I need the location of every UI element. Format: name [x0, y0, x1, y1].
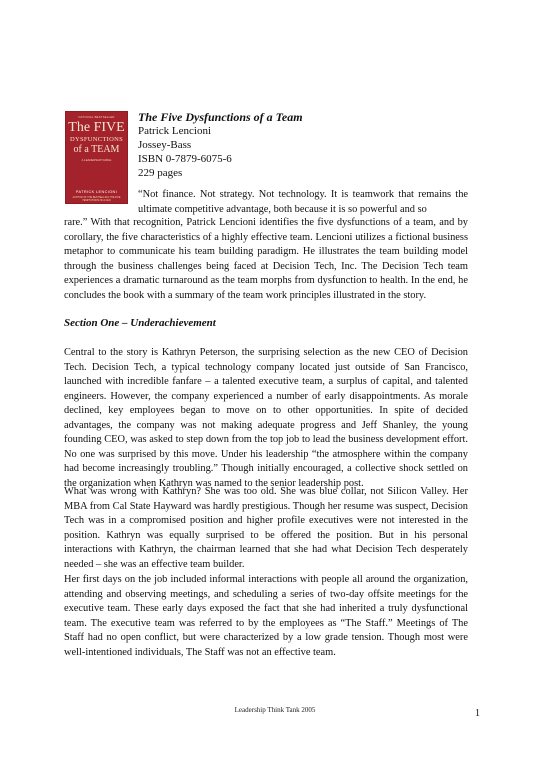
intro-text-part1: “Not finance. Not strategy. Not technology. It is teamwork that remains the ultimate competitive advantage, both because it is so powerful and so	[138, 189, 468, 215]
section-heading: Section One – Underachievement	[64, 317, 216, 329]
body-paragraph: What was wrong with Kathryn? She was too old. She was blue collar, not Silicon Valley. Her MBA from Cal State Hayward was hardly prestigious. Though her resume was suspect, Decision Tech was in a compromised position and higher profile executives were not interested in the position. Kathryn was equally surprised to be offered the position. But in his personal interactions with Kathryn, the chairman learned that she had what Decision Tech desperately needed – she was an effective team builder.	[64, 486, 468, 570]
book-author: Patrick Lencioni	[138, 125, 212, 137]
cover-author: PATRICK LENCIONI	[75, 190, 118, 194]
book-info	[138, 110, 303, 180]
cover-title-line1: The FIVE	[68, 120, 125, 135]
book-publisher: Jossey-Bass	[138, 139, 192, 151]
intro-text-part2: rare.” With that recognition, Patrick Lencioni identifies the five dysfunctions of a team, and by corollary, the five characteristics of a highly effective team. Lencioni utilizes a fictional business metaphor to communicate his team building paradigm. He illustrates the team building model through the business challenges being faced at Decision Tech, Inc. The Decision Tech team experiences a dramatic turnaround as the team morphs from dysfunction to health. In the end, he concludes the book with a summary of the team work principles illustrated in the story.	[64, 217, 468, 301]
book-pages: 229 pages	[138, 167, 183, 179]
cover-top-tag: NATIONAL BESTSELLER	[78, 115, 115, 119]
body-paragraph: Central to the story is Kathryn Peterson, the surprising selection as the new CEO of Decision Tech. Decision Tech, a typical technology company located just outside of San Francisco, launched with incredible fanfare – a talented executive team, a surplus of capital, and talented engineers. However, the company experienced a number of early disappointments. As morale declined, key employees began to move on to other opportunities. In spite of decided advantages, the company was not making adequate progress and Jeff Shanley, the young founding CEO, was asked to step down from the top job to lead the business development effort. No one was surprised by this move. Under his leadership “the atmosphere within the company had become increasingly troubling.” Though initially encouraged, a collective shock settled on the organization when Kathryn was named to the senior leadership post.	[64, 347, 468, 489]
page-number: 1	[475, 708, 480, 719]
book-title: The Five Dysfunctions of a Team	[138, 110, 303, 124]
cover-subtitle: A LEADERSHIP FABLE	[81, 158, 112, 162]
cover-title-line2: DYSFUNCTIONS	[69, 136, 124, 143]
cover-title-line3: of a TEAM	[73, 144, 120, 155]
book-isbn: ISBN 0-7879-6075-6	[138, 153, 232, 165]
body-paragraph: Her first days on the job included informal interactions with people all around the organization, attending and observing meetings, and scheduling a series of two-day offsite meetings for the executive team. These early days exposed the fact that she had inherited a truly dysfunctional team. The executive team was referred to by the employees as “The Staff.” Meetings of The Staff had no open conflict, but were characterized by a low grade tension. Though most were well-intentioned individuals, The Staff was not an effective team.	[64, 574, 468, 658]
page-footer: Leadership Think Tank 2005	[234, 706, 316, 714]
cover-author-note: AUTHOR OF THE BESTSELLING THE FIVE TEMPTATIONS OF A CEO	[72, 196, 121, 202]
book-cover-image	[65, 111, 128, 204]
